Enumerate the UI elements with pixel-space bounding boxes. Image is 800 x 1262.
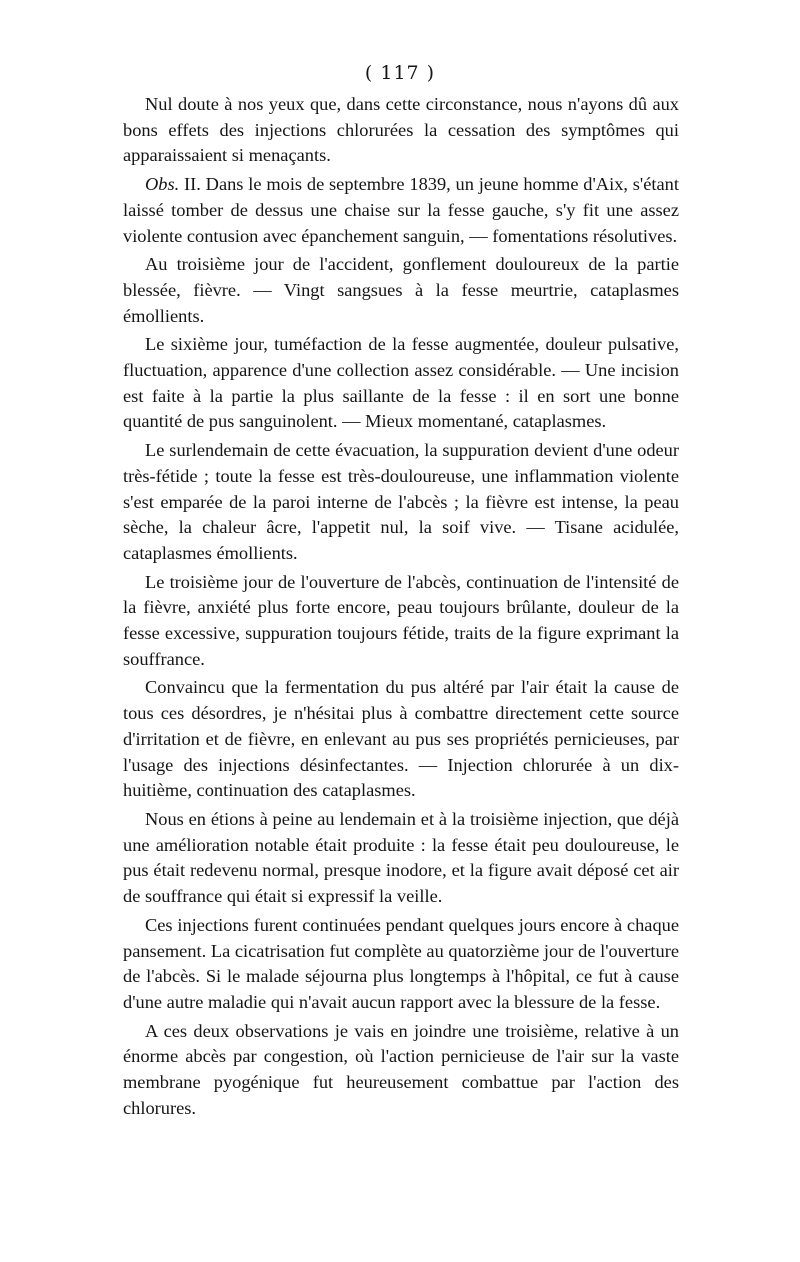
paragraph-9: Ces injections furent continuées pendant quelques jours encore à chaque pansement. La cicatrisation fut complète au quatorzième jour de l'ouverture de l'abcès. Si le malade séjourna plus longtemps à l'hôpital, ce fut à cause d'une autre maladie qui n'avait aucun rapport avec la blessure de la fesse. (123, 914, 679, 1012)
body-text (123, 92, 679, 1124)
paragraph-2-text: II. Dans le mois de septembre 1839, un jeune homme d'Aix, s'étant laissé tomber de dessus une chaise sur la fesse gauche, s'y fit une assez violente contusion avec épanchement sanguin, — fomentations résolutives. (123, 174, 679, 246)
paragraph-6: Le troisième jour de l'ouverture de l'abcès, continuation de l'intensité de la fièvre, anxiété plus forte encore, peau toujours brûlante, douleur de la fesse excessive, suppuration toujours fétide, traits de la figure exprimant la souffrance. (123, 571, 679, 669)
paragraph-1: Nul doute à nos yeux que, dans cette circonstance, nous n'ayons dû aux bons effets des injections chlorurées la cessation des symptômes qui apparaissaient si menaçants. (123, 94, 679, 166)
page-number: ( 117 ) (364, 62, 436, 84)
paragraph-3: Au troisième jour de l'accident, gonflement douloureux de la partie blessée, fièvre. — Vingt sangsues à la fesse meurtrie, cataplasmes émollients. (123, 254, 679, 326)
paragraph-5: Le surlendemain de cette évacuation, la suppuration devient d'une odeur très-fétide ; toute la fesse est très-douloureuse, une inflammation violente s'est emparée de la paroi interne de l'abcès ; la fièvre est intense, la peau sèche, la chaleur âcre, l'appetit nul, la soif vive. — Tisane acidulée, cataplasmes émollients. (123, 440, 679, 563)
paragraph-4: Le sixième jour, tuméfaction de la fesse augmentée, douleur pulsative, fluctuation, apparence d'une collection assez considérable. — Une incision est faite à la partie la plus saillante de la fesse : il en sort une bonne quantité de pus sanguinolent. — Mieux momentané, cataplasmes. (123, 334, 679, 432)
paragraph-7: Convaincu que la fermentation du pus altéré par l'air était la cause de tous ces désordres, je n'hésitai plus à combattre directement cette source d'irritation et de fièvre, en enlevant au pus ses propriétés pernicieuses, par l'usage des injections désinfectantes. — Injection chlorurée à un dix-huitième, continuation des cataplasmes. (123, 677, 679, 801)
observation-label: Obs. (145, 174, 180, 195)
paragraph-8: Nous en étions à peine au lendemain et à la troisième injection, que déjà une amélioration notable était produite : la fesse était peu douloureuse, le pus était redevenu normal, presque inodore, et la figure avait déposé cet air de souffrance qui était si expressif la veille. (123, 808, 679, 907)
paragraph-10: A ces deux observations je vais en joindre une troisième, relative à un énorme abcès par congestion, où l'action pernicieuse de l'air sur la vaste membrane pyogénique fut heureusement combattue par l'action des chlorures. (123, 1020, 679, 1118)
paragraph-2 (123, 172, 679, 249)
